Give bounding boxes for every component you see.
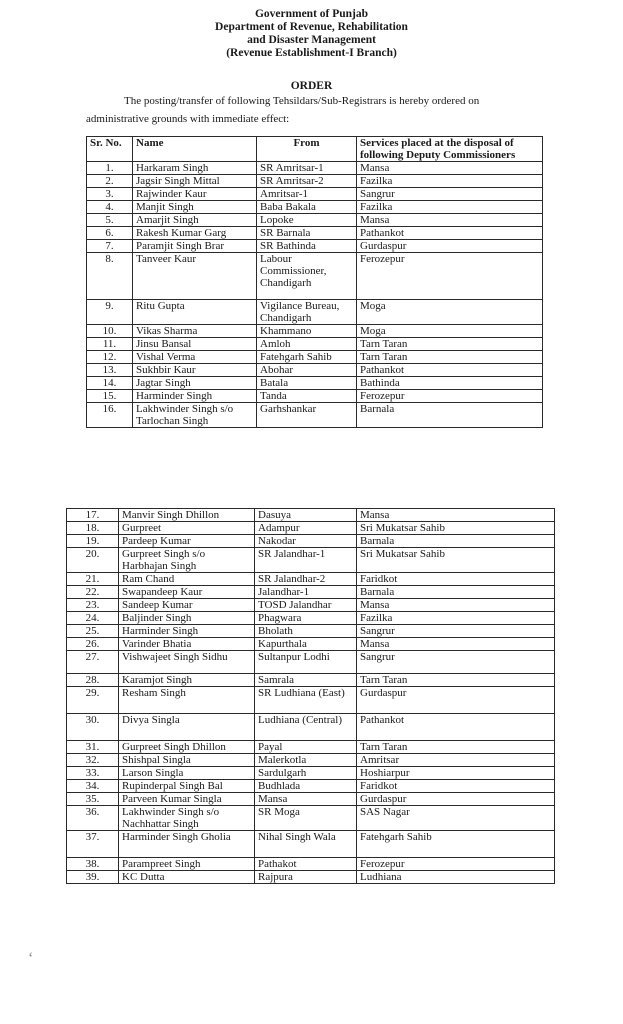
from-cell: TOSD Jalandhar <box>255 599 357 612</box>
services-cell: Bathinda <box>357 377 543 390</box>
name-cell: Ram Chand <box>119 573 255 586</box>
services-cell: Barnala <box>357 535 555 548</box>
col-header-name: Name <box>133 137 257 162</box>
sr-cell: 18. <box>67 522 119 535</box>
from-cell: Abohar <box>257 364 357 377</box>
from-cell: Budhlada <box>255 780 357 793</box>
services-cell: Moga <box>357 325 543 338</box>
from-cell: Mansa <box>255 793 357 806</box>
from-cell: SR Jalandhar-1 <box>255 548 357 573</box>
sr-cell: 5. <box>87 214 133 227</box>
table-row <box>67 509 555 522</box>
services-cell: Sangrur <box>357 188 543 201</box>
from-cell: Payal <box>255 741 357 754</box>
sr-cell: 26. <box>67 638 119 651</box>
services-cell: Sangrur <box>357 651 555 674</box>
services-cell: Fatehgarh Sahib <box>357 831 555 858</box>
services-cell: Gurdaspur <box>357 240 543 253</box>
sr-cell: 30. <box>67 714 119 741</box>
from-cell: SR Amritsar-2 <box>257 175 357 188</box>
from-cell: Jalandhar-1 <box>255 586 357 599</box>
services-cell: Fazilka <box>357 201 543 214</box>
table-row <box>67 741 555 754</box>
col-header-sr: Sr. No. <box>87 137 133 162</box>
col-header-from: From <box>257 137 357 162</box>
table-row <box>67 573 555 586</box>
services-cell: Mansa <box>357 162 543 175</box>
from-cell: Sardulgarh <box>255 767 357 780</box>
name-cell: Amarjit Singh <box>133 214 257 227</box>
sr-cell: 23. <box>67 599 119 612</box>
name-cell: Vikas Sharma <box>133 325 257 338</box>
name-cell: Lakhwinder Singh s/o Tarlochan Singh <box>133 403 257 428</box>
sr-cell: 9. <box>87 300 133 325</box>
sr-cell: 25. <box>67 625 119 638</box>
name-cell: Manjit Singh <box>133 201 257 214</box>
name-cell: Gurpreet Singh s/o Harbhajan Singh <box>119 548 255 573</box>
from-cell: Lopoke <box>257 214 357 227</box>
name-cell: Harminder Singh <box>133 390 257 403</box>
sr-cell: 14. <box>87 377 133 390</box>
name-cell: Baljinder Singh <box>119 612 255 625</box>
from-cell: Fatehgarh Sahib <box>257 351 357 364</box>
name-cell: Harkaram Singh <box>133 162 257 175</box>
header-line-3: and Disaster Management <box>247 34 376 46</box>
sr-cell: 1. <box>87 162 133 175</box>
table-row <box>67 793 555 806</box>
sr-cell: 31. <box>67 741 119 754</box>
from-cell: SR Bathinda <box>257 240 357 253</box>
services-cell: Pathankot <box>357 364 543 377</box>
table-row <box>87 201 543 214</box>
from-cell: Rajpura <box>255 871 357 884</box>
header-line-2: Department of Revenue, Rehabilitation <box>215 21 408 33</box>
from-cell: SR Amritsar-1 <box>257 162 357 175</box>
name-cell: Varinder Bhatia <box>119 638 255 651</box>
from-cell: SR Moga <box>255 806 357 831</box>
services-cell: Mansa <box>357 638 555 651</box>
name-cell: Karamjot Singh <box>119 674 255 687</box>
table-row <box>87 377 543 390</box>
services-cell: Barnala <box>357 403 543 428</box>
table-row <box>87 351 543 364</box>
sr-cell: 39. <box>67 871 119 884</box>
sr-cell: 16. <box>87 403 133 428</box>
sr-cell: 27. <box>67 651 119 674</box>
from-cell: Batala <box>257 377 357 390</box>
name-cell: Shishpal Singla <box>119 754 255 767</box>
sr-cell: 35. <box>67 793 119 806</box>
services-cell: Gurdaspur <box>357 687 555 714</box>
from-cell: Dasuya <box>255 509 357 522</box>
name-cell: Ritu Gupta <box>133 300 257 325</box>
sr-cell: 37. <box>67 831 119 858</box>
services-cell: Pathankot <box>357 227 543 240</box>
name-cell: Rakesh Kumar Garg <box>133 227 257 240</box>
table-row <box>67 612 555 625</box>
table-row <box>67 754 555 767</box>
services-cell: Sri Mukatsar Sahib <box>357 522 555 535</box>
sr-cell: 4. <box>87 201 133 214</box>
from-cell: Khammano <box>257 325 357 338</box>
table-row <box>87 188 543 201</box>
from-cell: Ludhiana (Central) <box>255 714 357 741</box>
name-cell: Jagtar Singh <box>133 377 257 390</box>
intro-line-2: administrative grounds with immediate effect: <box>86 113 290 125</box>
sr-cell: 15. <box>87 390 133 403</box>
services-cell: Hoshiarpur <box>357 767 555 780</box>
from-cell: Adampur <box>255 522 357 535</box>
name-cell: Jinsu Bansal <box>133 338 257 351</box>
from-cell: SR Ludhiana (East) <box>255 687 357 714</box>
sr-cell: 12. <box>87 351 133 364</box>
name-cell: Swapandeep Kaur <box>119 586 255 599</box>
from-cell: Malerkotla <box>255 754 357 767</box>
table-row <box>67 548 555 573</box>
name-cell: Gurpreet <box>119 522 255 535</box>
services-cell: Fazilka <box>357 612 555 625</box>
table-row <box>87 300 543 325</box>
table-row <box>87 390 543 403</box>
table-row <box>67 767 555 780</box>
table-row <box>67 586 555 599</box>
from-cell: Baba Bakala <box>257 201 357 214</box>
table-row <box>67 871 555 884</box>
table-row <box>87 162 543 175</box>
table-row <box>67 599 555 612</box>
name-cell: Jagsir Singh Mittal <box>133 175 257 188</box>
sr-cell: 8. <box>87 253 133 300</box>
col-header-services: Services placed at the disposal of following Deputy Commissioners <box>357 137 543 162</box>
margin-mark: ʻ <box>28 950 34 967</box>
table-row <box>67 638 555 651</box>
table-row <box>67 625 555 638</box>
name-cell: Divya Singla <box>119 714 255 741</box>
transfer-table-part-2 <box>66 508 555 884</box>
from-cell: Samrala <box>255 674 357 687</box>
services-cell: Moga <box>357 300 543 325</box>
name-cell: Larson Singla <box>119 767 255 780</box>
services-cell: Ferozepur <box>357 858 555 871</box>
table-row <box>67 674 555 687</box>
table-row <box>87 240 543 253</box>
sr-cell: 10. <box>87 325 133 338</box>
services-cell: Ferozepur <box>357 390 543 403</box>
table-row <box>67 780 555 793</box>
services-cell: Gurdaspur <box>357 793 555 806</box>
from-cell: SR Barnala <box>257 227 357 240</box>
name-cell: Sandeep Kumar <box>119 599 255 612</box>
table-row <box>67 714 555 741</box>
transfer-table-part-1 <box>86 136 543 428</box>
name-cell: Paramjit Singh Brar <box>133 240 257 253</box>
sr-cell: 33. <box>67 767 119 780</box>
sr-cell: 36. <box>67 806 119 831</box>
services-cell: Sangrur <box>357 625 555 638</box>
sr-cell: 6. <box>87 227 133 240</box>
from-cell: SR Jalandhar-2 <box>255 573 357 586</box>
sr-cell: 32. <box>67 754 119 767</box>
sr-cell: 29. <box>67 687 119 714</box>
table-row <box>87 325 543 338</box>
header-line-1: Government of Punjab <box>254 8 369 20</box>
sr-cell: 28. <box>67 674 119 687</box>
services-cell: Tarn Taran <box>357 351 543 364</box>
order-title: ORDER <box>290 80 333 92</box>
table-row <box>67 651 555 674</box>
table-row <box>67 535 555 548</box>
from-cell: Amloh <box>257 338 357 351</box>
table-header-row <box>87 137 543 162</box>
services-cell: Tarn Taran <box>357 338 543 351</box>
name-cell: Gurpreet Singh Dhillon <box>119 741 255 754</box>
name-cell: Resham Singh <box>119 687 255 714</box>
sr-cell: 2. <box>87 175 133 188</box>
sr-cell: 19. <box>67 535 119 548</box>
name-cell: Manvir Singh Dhillon <box>119 509 255 522</box>
header-line-4: (Revenue Establishment-I Branch) <box>226 47 397 59</box>
from-cell: Vigilance Bureau, Chandigarh <box>257 300 357 325</box>
table-row <box>87 227 543 240</box>
services-cell: Fazilka <box>357 175 543 188</box>
table-row <box>67 806 555 831</box>
name-cell: Harminder Singh Gholia <box>119 831 255 858</box>
table-row <box>67 687 555 714</box>
name-cell: Lakhwinder Singh s/o Nachhattar Singh <box>119 806 255 831</box>
services-cell: Tarn Taran <box>357 741 555 754</box>
sr-cell: 22. <box>67 586 119 599</box>
services-cell: Mansa <box>357 599 555 612</box>
sr-cell: 20. <box>67 548 119 573</box>
services-cell: Amritsar <box>357 754 555 767</box>
from-cell: Pathakot <box>255 858 357 871</box>
sr-cell: 34. <box>67 780 119 793</box>
sr-cell: 11. <box>87 338 133 351</box>
name-cell: Parampreet Singh <box>119 858 255 871</box>
services-cell: Pathankot <box>357 714 555 741</box>
from-cell: Phagwara <box>255 612 357 625</box>
table-row <box>87 214 543 227</box>
from-cell: Garhshankar <box>257 403 357 428</box>
services-cell: SAS Nagar <box>357 806 555 831</box>
sr-cell: 24. <box>67 612 119 625</box>
sr-cell: 38. <box>67 858 119 871</box>
name-cell: Vishal Verma <box>133 351 257 364</box>
table-row <box>87 338 543 351</box>
from-cell: Bholath <box>255 625 357 638</box>
from-cell: Labour Commissioner, Chandigarh <box>257 253 357 300</box>
services-cell: Faridkot <box>357 573 555 586</box>
name-cell: Vishwajeet Singh Sidhu <box>119 651 255 674</box>
from-cell: Nihal Singh Wala <box>255 831 357 858</box>
services-cell: Ferozepur <box>357 253 543 300</box>
sr-cell: 17. <box>67 509 119 522</box>
from-cell: Kapurthala <box>255 638 357 651</box>
sr-cell: 3. <box>87 188 133 201</box>
table-row <box>87 403 543 428</box>
table-row <box>87 364 543 377</box>
sr-cell: 13. <box>87 364 133 377</box>
from-cell: Nakodar <box>255 535 357 548</box>
name-cell: Rupinderpal Singh Bal <box>119 780 255 793</box>
from-cell: Tanda <box>257 390 357 403</box>
table-row <box>87 253 543 300</box>
sr-cell: 7. <box>87 240 133 253</box>
services-cell: Barnala <box>357 586 555 599</box>
services-cell: Mansa <box>357 214 543 227</box>
from-cell: Amritsar-1 <box>257 188 357 201</box>
name-cell: Parveen Kumar Singla <box>119 793 255 806</box>
services-cell: Ludhiana <box>357 871 555 884</box>
table-row <box>67 831 555 858</box>
name-cell: Harminder Singh <box>119 625 255 638</box>
intro-line-1: The posting/transfer of following Tehsildars/Sub-Registrars is hereby ordered on <box>124 95 480 107</box>
name-cell: Rajwinder Kaur <box>133 188 257 201</box>
services-cell: Faridkot <box>357 780 555 793</box>
services-cell: Tarn Taran <box>357 674 555 687</box>
services-cell: Mansa <box>357 509 555 522</box>
sr-cell: 21. <box>67 573 119 586</box>
name-cell: Sukhbir Kaur <box>133 364 257 377</box>
table-row <box>67 522 555 535</box>
name-cell: Tanveer Kaur <box>133 253 257 300</box>
table-row <box>87 175 543 188</box>
name-cell: Pardeep Kumar <box>119 535 255 548</box>
services-cell: Sri Mukatsar Sahib <box>357 548 555 573</box>
name-cell: KC Dutta <box>119 871 255 884</box>
from-cell: Sultanpur Lodhi <box>255 651 357 674</box>
table-row <box>67 858 555 871</box>
